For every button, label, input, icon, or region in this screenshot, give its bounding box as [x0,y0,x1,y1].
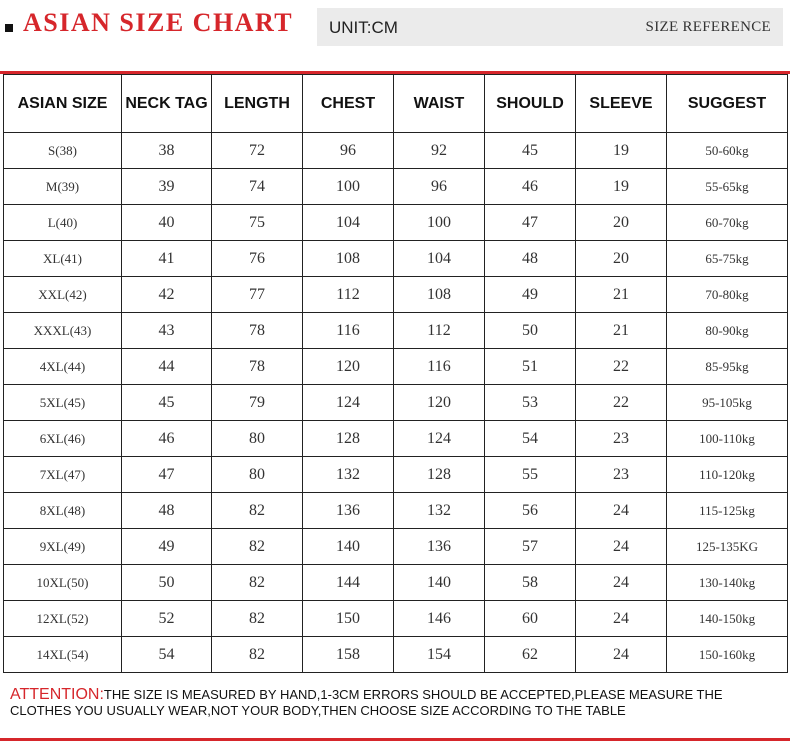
table-cell: 43 [122,313,212,349]
table-cell: 5XL(45) [4,385,122,421]
table-cell: 108 [303,241,394,277]
table-cell: 74 [212,169,303,205]
size-reference-label: SIZE REFERENCE [645,19,771,35]
table-cell: 57 [485,529,576,565]
table-cell: 23 [576,457,667,493]
table-cell: 82 [212,529,303,565]
table-cell: 48 [485,241,576,277]
table-cell: XXXL(43) [4,313,122,349]
table-row [4,313,788,349]
table-cell: 150 [303,601,394,637]
table-cell: 130-140kg [667,565,788,601]
table-cell: 136 [394,529,485,565]
table-cell: 82 [212,493,303,529]
table-cell: 24 [576,493,667,529]
size-table [3,74,788,673]
attention-label: ATTENTION: [10,686,104,703]
table-cell: 150-160kg [667,637,788,673]
table-cell: 10XL(50) [4,565,122,601]
table-cell: 46 [122,421,212,457]
table-cell: M(39) [4,169,122,205]
column-header: ASIAN SIZE [4,75,122,133]
table-cell: 120 [303,349,394,385]
table-cell: 6XL(46) [4,421,122,457]
table-cell: 110-120kg [667,457,788,493]
table-cell: 54 [485,421,576,457]
table-row [4,565,788,601]
table-row [4,421,788,457]
table-cell: 24 [576,565,667,601]
table-cell: 80 [212,421,303,457]
attention-note [10,687,785,719]
table-cell: 24 [576,637,667,673]
column-header: SLEEVE [576,75,667,133]
column-header: SUGGEST [667,75,788,133]
table-cell: 49 [485,277,576,313]
table-cell: XL(41) [4,241,122,277]
table-cell: 112 [303,277,394,313]
table-cell: 47 [122,457,212,493]
unit-label: UNIT:CM [329,18,398,37]
table-cell: 60-70kg [667,205,788,241]
table-cell: 45 [122,385,212,421]
table-header-row [4,75,788,133]
table-cell: S(38) [4,133,122,169]
table-row [4,601,788,637]
table-cell: 53 [485,385,576,421]
column-header: SHOULD [485,75,576,133]
table-cell: 49 [122,529,212,565]
table-cell: 115-125kg [667,493,788,529]
table-row [4,241,788,277]
table-cell: 50 [122,565,212,601]
table-cell: 44 [122,349,212,385]
table-cell: 80-90kg [667,313,788,349]
table-cell: 52 [122,601,212,637]
table-cell: 56 [485,493,576,529]
column-header: NECK TAG [122,75,212,133]
table-cell: 100 [394,205,485,241]
table-row [4,385,788,421]
table-cell: 19 [576,133,667,169]
table-cell: 22 [576,349,667,385]
table-cell: 54 [122,637,212,673]
table-cell: 50 [485,313,576,349]
table-cell: 132 [303,457,394,493]
column-header: CHEST [303,75,394,133]
column-header: WAIST [394,75,485,133]
table-cell: 55 [485,457,576,493]
table-cell: 136 [303,493,394,529]
table-row [4,457,788,493]
table-cell: 40 [122,205,212,241]
table-cell: 104 [394,241,485,277]
table-cell: 96 [394,169,485,205]
table-cell: XXL(42) [4,277,122,313]
table-cell: 48 [122,493,212,529]
table-cell: 38 [122,133,212,169]
table-cell: 4XL(44) [4,349,122,385]
table-cell: 100 [303,169,394,205]
table-body [4,133,788,673]
table-cell: 125-135KG [667,529,788,565]
table-cell: 20 [576,241,667,277]
attention-text: THE SIZE IS MEASURED BY HAND,1-3CM ERRORS SHOULD BE ACCEPTED,PLEASE MEASURE THE CLOTHES YOU USUALLY WEAR,NOT YOUR BODY,THEN CHOOSE SIZE ACCORDING TO THE TABLE [10,687,723,718]
table-cell: 50-60kg [667,133,788,169]
table-cell: 82 [212,601,303,637]
unit-bar [317,8,783,46]
table-cell: 116 [303,313,394,349]
table-cell: 82 [212,565,303,601]
table-cell: 46 [485,169,576,205]
table-cell: 85-95kg [667,349,788,385]
table-cell: 55-65kg [667,169,788,205]
table-cell: 80 [212,457,303,493]
table-cell: 76 [212,241,303,277]
table-cell: 82 [212,637,303,673]
table-cell: 158 [303,637,394,673]
table-cell: 95-105kg [667,385,788,421]
table-cell: 21 [576,313,667,349]
column-header: LENGTH [212,75,303,133]
table-cell: 100-110kg [667,421,788,457]
table-row [4,349,788,385]
table-cell: 21 [576,277,667,313]
table-cell: 140 [303,529,394,565]
table-cell: 77 [212,277,303,313]
table-cell: 20 [576,205,667,241]
header [0,0,790,56]
table-cell: 65-75kg [667,241,788,277]
table-row [4,205,788,241]
table-cell: 42 [122,277,212,313]
square-bullet-icon [5,24,13,32]
table-cell: 108 [394,277,485,313]
table-cell: 132 [394,493,485,529]
table-cell: 39 [122,169,212,205]
table-cell: 14XL(54) [4,637,122,673]
table-cell: 112 [394,313,485,349]
table-cell: 41 [122,241,212,277]
table-cell: 146 [394,601,485,637]
table-cell: 70-80kg [667,277,788,313]
table-cell: 116 [394,349,485,385]
table-row [4,637,788,673]
table-cell: 47 [485,205,576,241]
table-cell: 120 [394,385,485,421]
table-cell: 24 [576,601,667,637]
table-cell: 128 [303,421,394,457]
table-row [4,529,788,565]
table-row [4,277,788,313]
table-cell: 62 [485,637,576,673]
table-cell: 104 [303,205,394,241]
table-cell: 8XL(48) [4,493,122,529]
table-cell: 79 [212,385,303,421]
table-cell: 140 [394,565,485,601]
table-cell: 22 [576,385,667,421]
bottom-divider [0,738,790,741]
table-row [4,133,788,169]
table-row [4,493,788,529]
table-cell: 23 [576,421,667,457]
table-cell: 58 [485,565,576,601]
table-cell: 60 [485,601,576,637]
table-cell: 24 [576,529,667,565]
table-cell: 92 [394,133,485,169]
table-cell: 140-150kg [667,601,788,637]
table-cell: 144 [303,565,394,601]
table-cell: 7XL(47) [4,457,122,493]
table-cell: 19 [576,169,667,205]
table-cell: 96 [303,133,394,169]
table-cell: 12XL(52) [4,601,122,637]
table-cell: 78 [212,349,303,385]
table-cell: 51 [485,349,576,385]
table-cell: L(40) [4,205,122,241]
table-cell: 75 [212,205,303,241]
table-cell: 9XL(49) [4,529,122,565]
table-cell: 154 [394,637,485,673]
table-row [4,169,788,205]
table-cell: 78 [212,313,303,349]
table-cell: 124 [394,421,485,457]
table-cell: 124 [303,385,394,421]
table-cell: 45 [485,133,576,169]
table-cell: 128 [394,457,485,493]
table-cell: 72 [212,133,303,169]
page-title: ASIAN SIZE CHART [23,8,294,37]
